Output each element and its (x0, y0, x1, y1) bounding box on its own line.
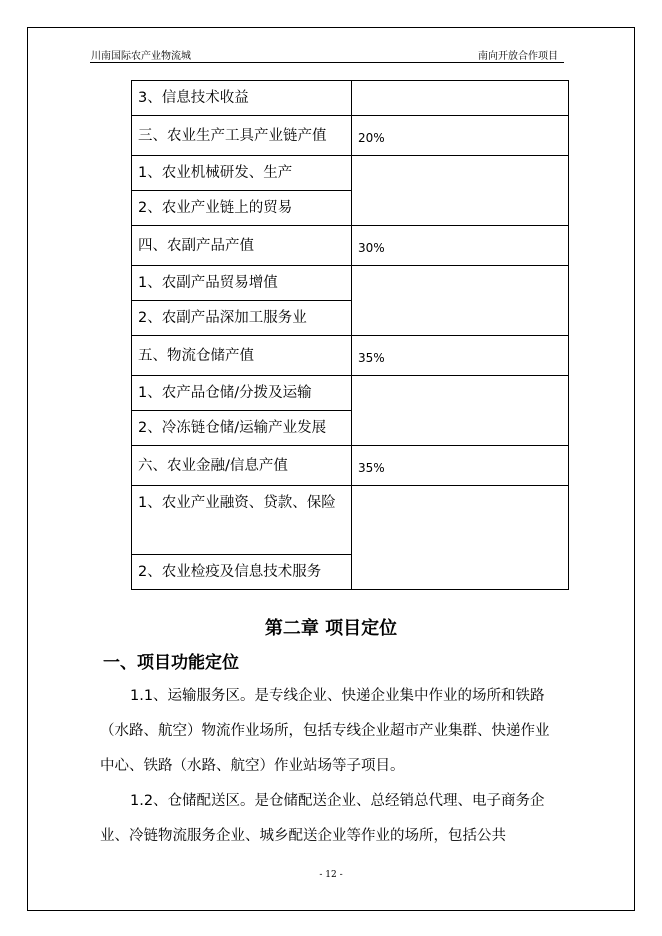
row-label: 四、农副产品产值 (132, 226, 352, 266)
table-row (132, 486, 569, 555)
row-label: 3、信息技术收益 (132, 81, 352, 116)
header-right: 南向开放合作项目 (478, 51, 558, 62)
table-row (132, 116, 569, 156)
paragraph-warehouse-zone: 1.2、仓储配送区。是仓储配送企业、总经销总代理、电子商务企业、冷链物流服务企业、城乡配送企业等作业的场所，包括公共 (100, 793, 545, 844)
row-value-empty (352, 486, 569, 590)
table-row (132, 446, 569, 486)
row-label: 1、农产品仓储/分拨及运输 (132, 376, 352, 411)
row-value: 30% (352, 226, 569, 266)
header-divider (90, 62, 564, 63)
row-label: 2、农业产业链上的贸易 (132, 191, 352, 226)
table-row (132, 336, 569, 376)
row-label: 1、农业产业融资、贷款、保险 (132, 486, 352, 555)
row-label: 2、农业检疫及信息技术服务 (132, 555, 352, 590)
row-label: 三、农业生产工具产业链产值 (132, 116, 352, 156)
row-value-empty (352, 376, 569, 446)
row-value-empty (352, 266, 569, 336)
row-label: 1、农副产品贸易增值 (132, 266, 352, 301)
row-value-empty (352, 81, 569, 116)
table-row (132, 81, 569, 116)
header-left: 川南国际农产业物流城 (91, 51, 191, 62)
paragraph-transport-zone: 1.1、运输服务区。是专线企业、快递企业集中作业的场所和铁路（水路、航空）物流作业场所，包括专线企业超市产业集群、快递作业中心、铁路（水路、航空）作业站场等子项目。 (100, 688, 550, 774)
row-value: 35% (352, 336, 569, 376)
row-value: 35% (352, 446, 569, 486)
table-row (132, 226, 569, 266)
row-value-empty (352, 156, 569, 226)
row-label: 六、农业金融/信息产值 (132, 446, 352, 486)
row-label: 1、农业机械研发、生产 (132, 156, 352, 191)
table-row (132, 266, 569, 301)
table-row (132, 376, 569, 411)
section-title: 一、项目功能定位 (103, 653, 239, 673)
output-value-table (131, 80, 569, 590)
row-value: 20% (352, 116, 569, 156)
chapter-title: 第二章 项目定位 (264, 618, 398, 639)
row-label: 2、农副产品深加工服务业 (132, 301, 352, 336)
page-number: - 12 - (319, 870, 343, 880)
row-label: 2、冷冻链仓储/运输产业发展 (132, 411, 352, 446)
table-row (132, 156, 569, 191)
row-label: 五、物流仓储产值 (132, 336, 352, 376)
